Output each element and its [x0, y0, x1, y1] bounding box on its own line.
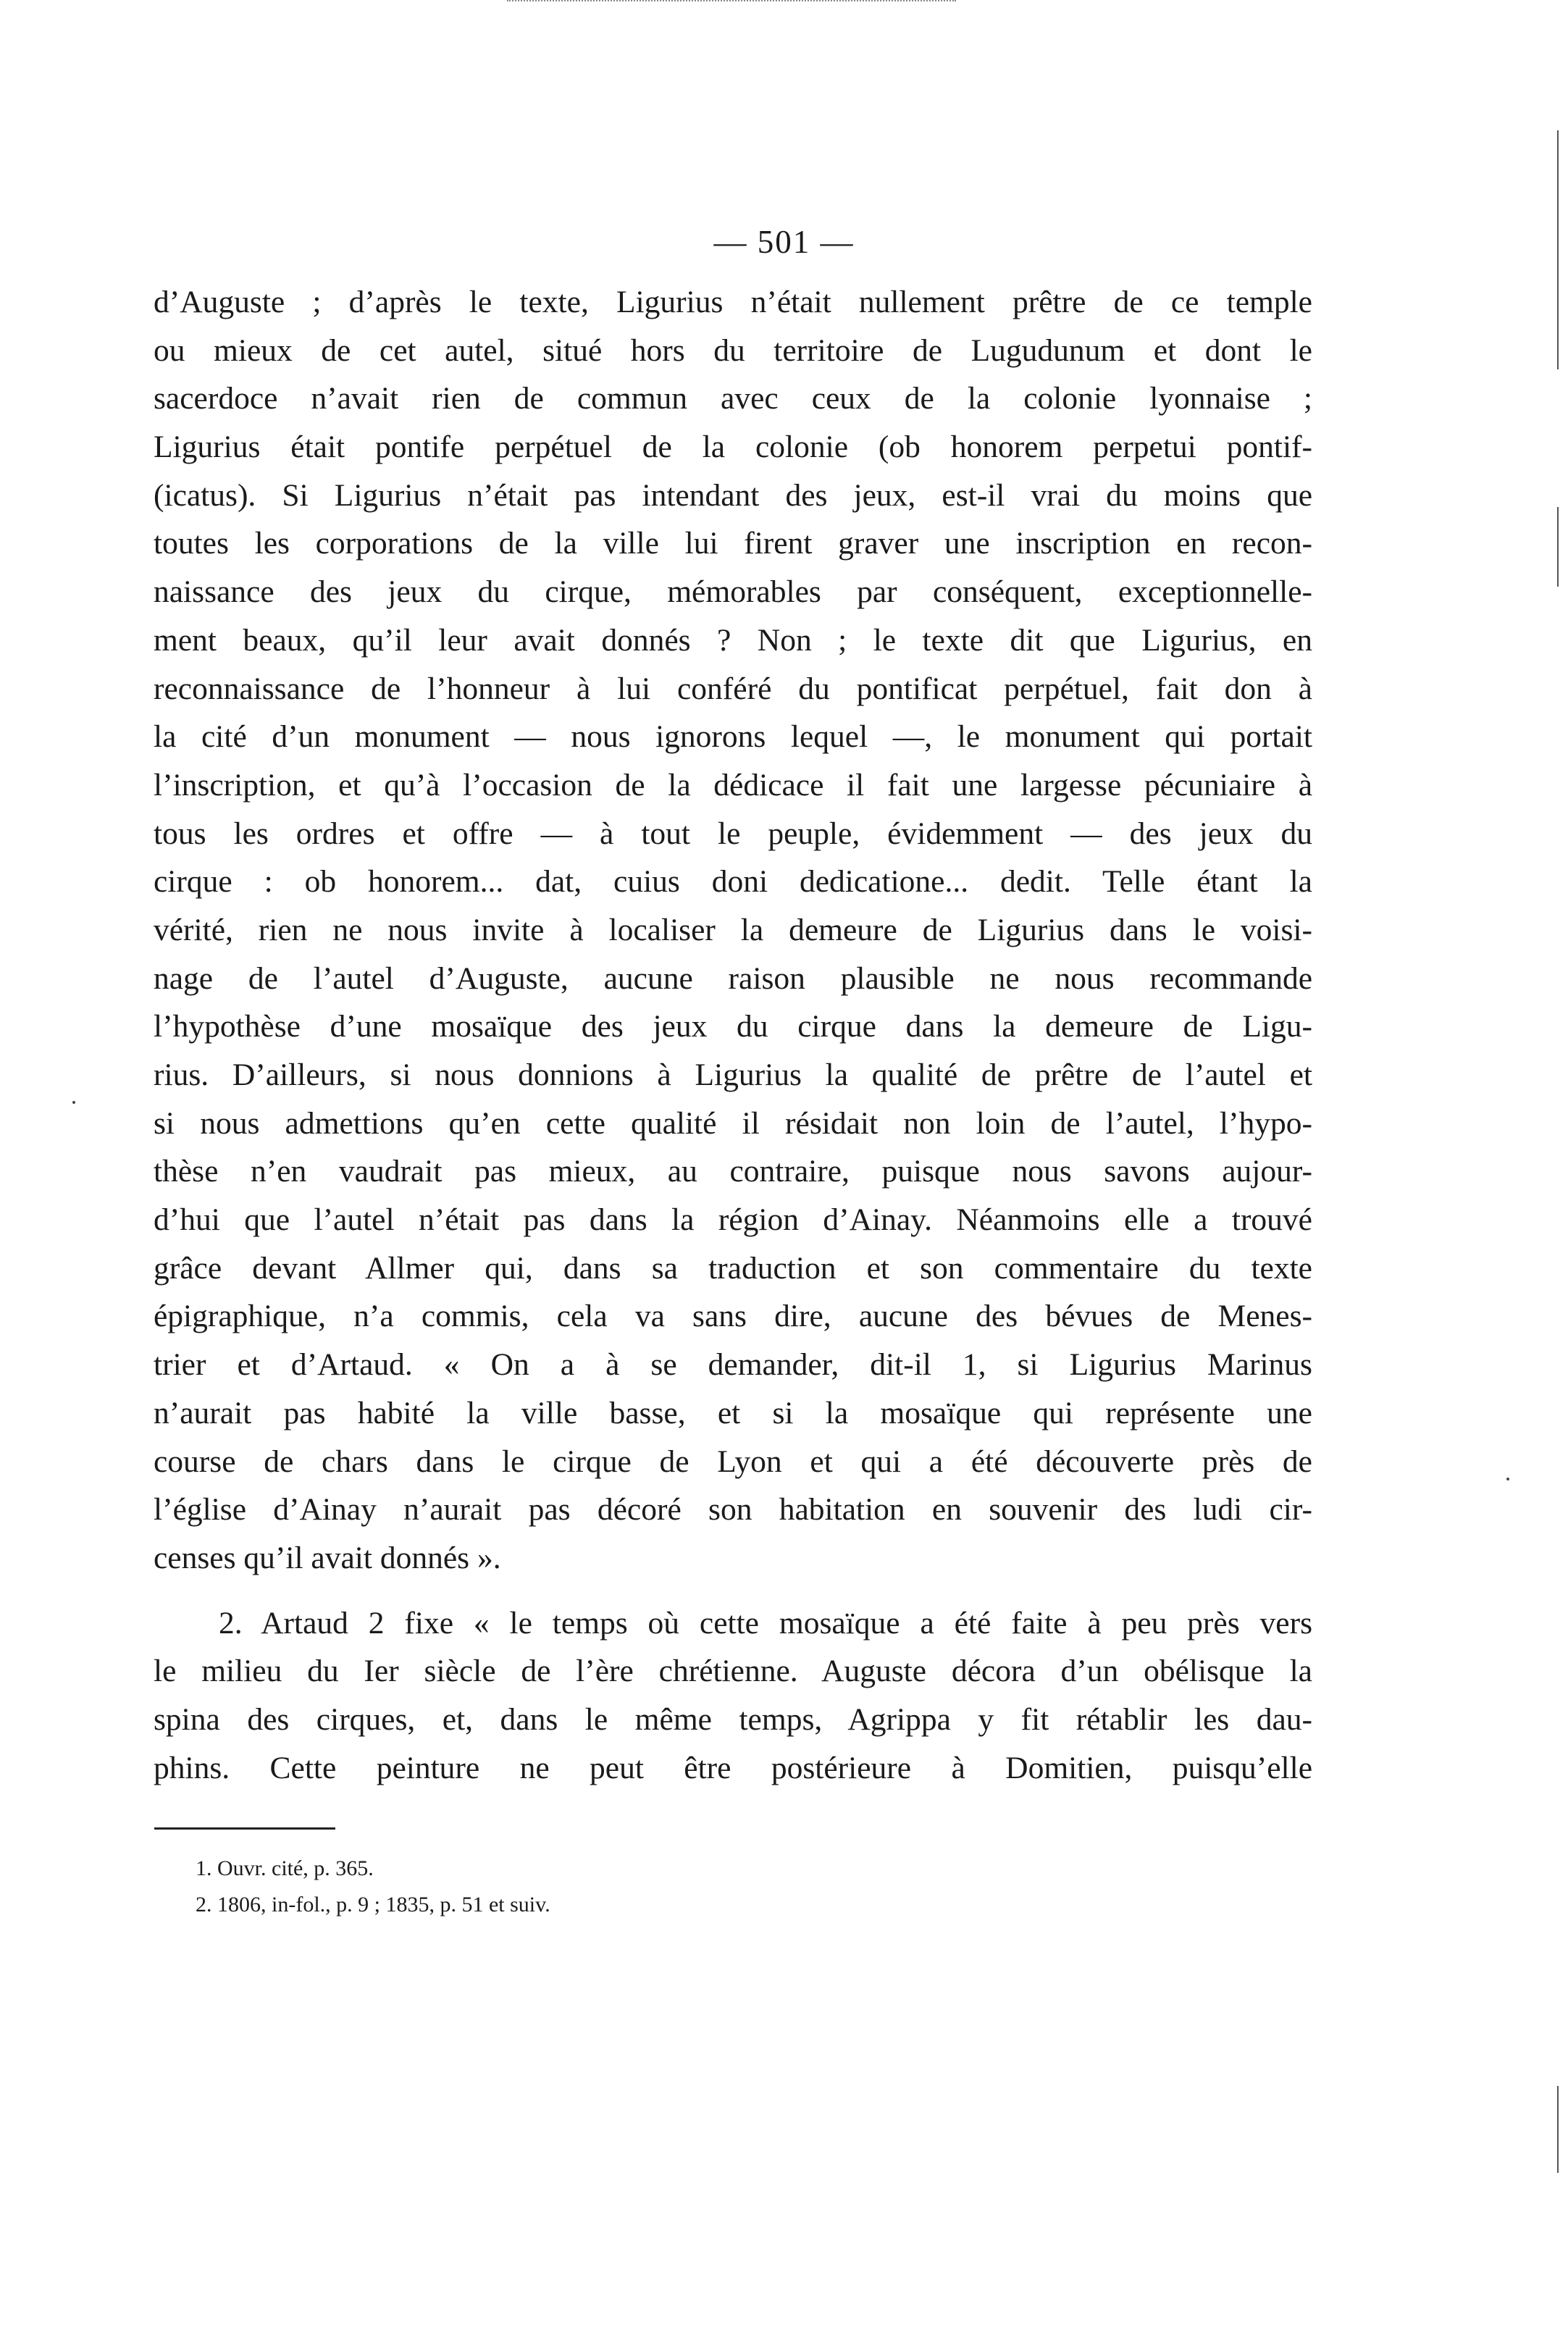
text-line: ment beaux, qu’il leur avait donnés ? Non ; le texte dit que Ligurius, en	[154, 622, 1312, 658]
footnote-separator	[154, 1827, 335, 1830]
text-line: la cité d’un monument — nous ignorons lequel —, le monument qui portait	[154, 719, 1312, 755]
text-line: l’église d’Ainay n’aurait pas décoré son habitation en souvenir des ludi cir-	[154, 1492, 1312, 1528]
text-line: thèse n’en vaudrait pas mieux, au contraire, puisque nous savons aujour-	[154, 1154, 1312, 1189]
text-line: naissance des jeux du cirque, mémorables par conséquent, exceptionnelle-	[154, 574, 1312, 610]
text-line: course de chars dans le cirque de Lyon et qui a été découverte près de	[154, 1444, 1312, 1479]
footnotes	[196, 1851, 550, 1923]
main-text	[154, 278, 1312, 1792]
text-line: reconnaissance de l’honneur à lui conféré du pontificat perpétuel, fait don à	[154, 671, 1312, 706]
text-line: censes qu’il avait donnés ».	[154, 1540, 501, 1575]
text-line: cirque : ob honorem... dat, cuius doni dedicatione... dedit. Telle étant la	[154, 864, 1312, 900]
paragraph-gap	[154, 1583, 1312, 1599]
scan-right-edge-mark	[1557, 2086, 1559, 2173]
footnote-1: 1. Ouvr. cité, p. 365.	[196, 1856, 374, 1880]
text-line: si nous admettions qu’en cette qualité il résidait non loin de l’autel, l’hypo-	[154, 1105, 1312, 1141]
text-line: ou mieux de cet autel, situé hors du territoire de Lugudunum et dont le	[154, 332, 1312, 368]
text-line: d’Auguste ; d’après le texte, Ligurius n’était nullement prêtre de ce temple	[154, 285, 1312, 319]
text-line: toutes les corporations de la ville lui firent graver une inscription en recon-	[154, 526, 1312, 561]
text-line: sacerdoce n’avait rien de commun avec ceux de la colonie lyonnaise ;	[154, 381, 1312, 416]
text-line: spina des cirques, et, dans le même temps, Agrippa y fit rétablir les dau-	[154, 1701, 1312, 1737]
text-line: phins. Cette peinture ne peut être postérieure à Domitien, puisqu’elle	[154, 1750, 1312, 1785]
text-line: vérité, rien ne nous invite à localiser la demeure de Ligurius dans le voisi-	[154, 912, 1312, 947]
text-line: rius. D’ailleurs, si nous donnions à Ligurius la qualité de prêtre de l’autel et	[154, 1057, 1312, 1092]
paragraph-2	[154, 1599, 1312, 1793]
text-line: nage de l’autel d’Auguste, aucune raison plausible ne nous recommande	[154, 960, 1312, 996]
text-line: trier et d’Artaud. « On a à se demander, dit-il 1, si Ligurius Marinus	[154, 1347, 1312, 1383]
footnote-2: 2. 1806, in-fol., p. 9 ; 1835, p. 51 et suiv.	[196, 1893, 550, 1916]
scan-right-edge-mark	[1557, 507, 1559, 587]
page-number: — 501 —	[713, 224, 855, 260]
text-line: n’aurait pas habité la ville basse, et si la mosaïque qui représente une	[154, 1395, 1312, 1430]
text-line: tous les ordres et offre — à tout le peuple, évidemment — des jeux du	[154, 816, 1312, 851]
text-line: 2. Artaud 2 fixe « le temps où cette mosaïque a été faite à peu près vers	[219, 1605, 1312, 1641]
scan-speck	[1506, 1478, 1509, 1480]
text-line: grâce devant Allmer qui, dans sa traduction et son commentaire du texte	[154, 1250, 1312, 1286]
scan-top-edge	[507, 0, 956, 4]
text-line: (icatus). Si Ligurius n’était pas intendant des jeux, est-il vrai du moins que	[154, 477, 1312, 513]
text-line: Ligurius était pontife perpétuel de la colonie (ob honorem perpetui pontif-	[154, 430, 1312, 465]
text-line: épigraphique, n’a commis, cela va sans dire, aucune des bévues de Menes-	[154, 1299, 1312, 1334]
scan-speck	[72, 1101, 75, 1104]
text-line: le milieu du Ier siècle de l’ère chrétienne. Auguste décora d’un obélisque la	[154, 1654, 1312, 1689]
text-line: d’hui que l’autel n’était pas dans la région d’Ainay. Néanmoins elle a trouvé	[154, 1202, 1312, 1238]
paragraph-1	[154, 278, 1312, 1583]
text-line: l’hypothèse d’une mosaïque des jeux du cirque dans la demeure de Ligu-	[154, 1009, 1312, 1044]
text-line: l’inscription, et qu’à l’occasion de la dédicace il fait une largesse pécuniaire à	[154, 767, 1312, 803]
